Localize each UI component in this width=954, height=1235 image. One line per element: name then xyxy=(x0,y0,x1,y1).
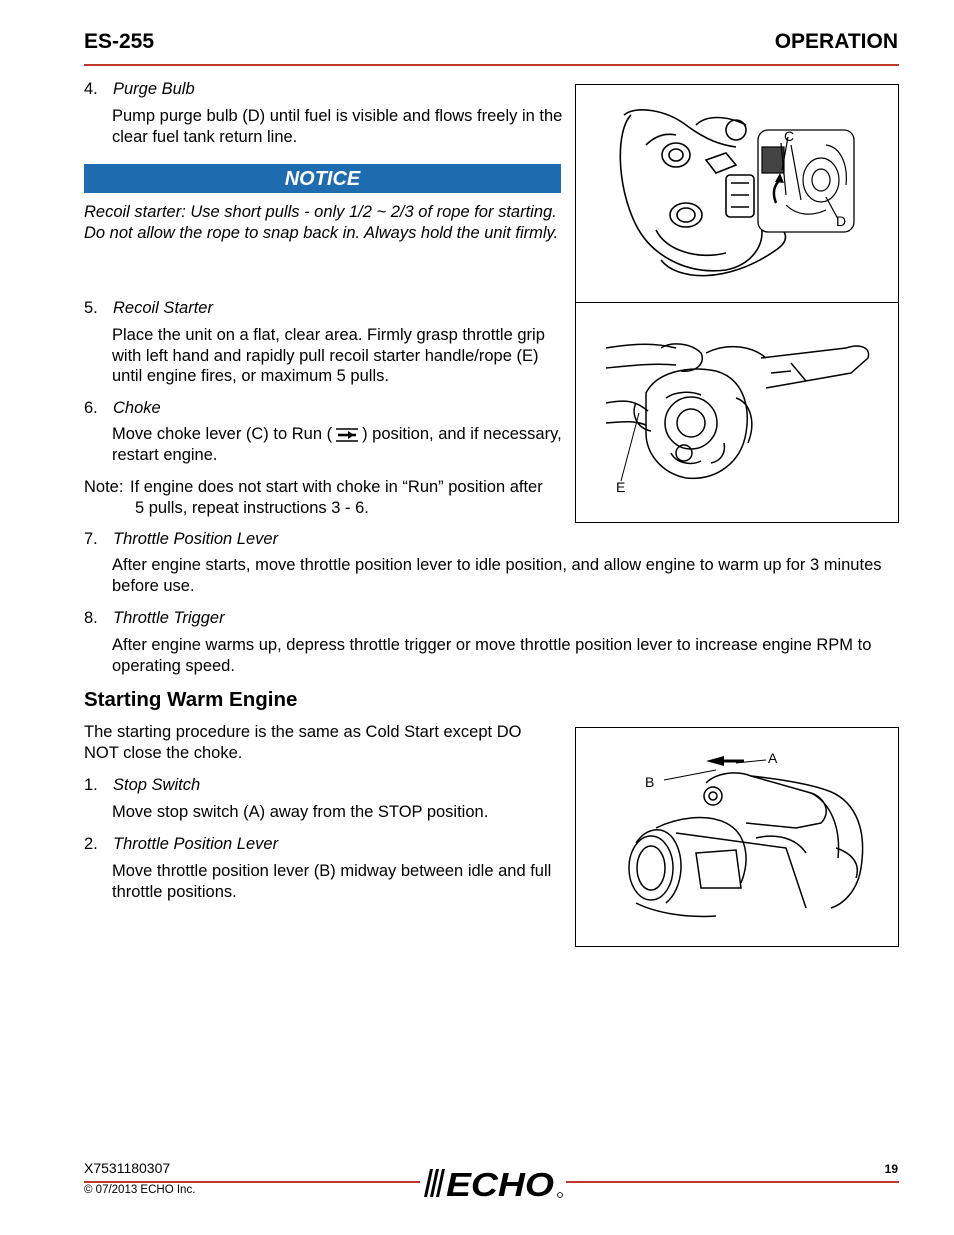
step-6-title: Choke xyxy=(113,399,161,417)
step-7-body: After engine starts, move throttle position lever to idle position, and allow engine to warm up for 3 minutes before use. xyxy=(112,556,882,595)
choke-run-icon xyxy=(335,425,359,445)
step-5-body: Place the unit on a flat, clear area. Firmly grasp throttle grip with left hand and rapidly pull recoil starter handle/rope (E) until engine fires, or maximum 5 pulls. xyxy=(112,326,545,385)
figure-label-b: B xyxy=(645,774,655,790)
warm-step-1-body: Move stop switch (A) away from the STOP position. xyxy=(112,803,489,821)
step-7-title: Throttle Position Lever xyxy=(113,530,279,548)
svg-text:ECHO: ECHO xyxy=(446,1166,555,1201)
figure-purge-choke xyxy=(575,84,899,304)
warm-step-1-title: Stop Switch xyxy=(113,776,201,794)
step-7-number: 7. xyxy=(84,530,98,548)
warm-step-2-title: Throttle Position Lever xyxy=(113,835,279,853)
doc-number: X7531180307 xyxy=(84,1160,171,1176)
blower-engine-illustration xyxy=(576,85,898,303)
warm-step-2-body: Move throttle position lever (B) midway between idle and full throttle positions. xyxy=(112,862,552,901)
warm-engine-heading: Starting Warm Engine xyxy=(84,688,298,711)
echo-logo xyxy=(420,1165,566,1201)
figure-stop-throttle xyxy=(575,727,899,947)
throttle-grip-illustration xyxy=(576,728,898,946)
copyright: © 07/2013 ECHO Inc. xyxy=(84,1184,196,1196)
step-4-number: 4. xyxy=(84,80,98,98)
model-title: ES-255 xyxy=(84,30,155,53)
step-6-body xyxy=(112,424,568,465)
figure-recoil-starter xyxy=(575,302,899,523)
page-number: 19 xyxy=(884,1162,898,1176)
step-6-body-b: ) position, and if necessary, restart engine. xyxy=(112,425,562,464)
step-8-body: After engine warms up, depress throttle trigger or move throttle position lever to increase engine RPM to operating speed. xyxy=(112,636,872,675)
step-6-number: 6. xyxy=(84,399,98,417)
notice-text: Recoil starter: Use short pulls - only 1/2 ~ 2/3 of rope for starting. Do not allow the rope to snap back in. Always hold the unit firmly. xyxy=(84,203,559,242)
note-text-a: If engine does not start with choke in “Run” position after xyxy=(130,478,543,496)
notice-banner: NOTICE xyxy=(84,164,561,193)
step-8-number: 8. xyxy=(84,609,98,627)
warm-step-2-number: 2. xyxy=(84,835,98,853)
note-text-b: 5 pulls, repeat instructions 3 - 6. xyxy=(135,499,369,517)
step-4-body: Pump purge bulb (D) until fuel is visible and flows freely in the clear fuel tank return line. xyxy=(112,107,563,146)
note-label: Note: xyxy=(84,478,124,496)
step-5-number: 5. xyxy=(84,299,98,317)
figure-label-d: D xyxy=(836,213,847,229)
warm-step-1-number: 1. xyxy=(84,776,98,794)
step-5-title: Recoil Starter xyxy=(113,299,213,317)
footer-rule-right xyxy=(566,1181,899,1183)
step-8-title: Throttle Trigger xyxy=(113,609,225,627)
step-4-title: Purge Bulb xyxy=(113,80,195,98)
step-6-body-a: Move choke lever (C) to Run ( xyxy=(112,425,333,443)
header-rule xyxy=(84,64,899,66)
figure-label-e: E xyxy=(616,479,626,495)
footer-rule-left xyxy=(84,1181,420,1183)
figure-label-a: A xyxy=(768,750,778,766)
section-title: OPERATION xyxy=(774,30,898,53)
figure-label-c: C xyxy=(784,128,795,144)
warm-engine-intro: The starting procedure is the same as Cold Start except DO NOT close the choke. xyxy=(84,723,522,762)
